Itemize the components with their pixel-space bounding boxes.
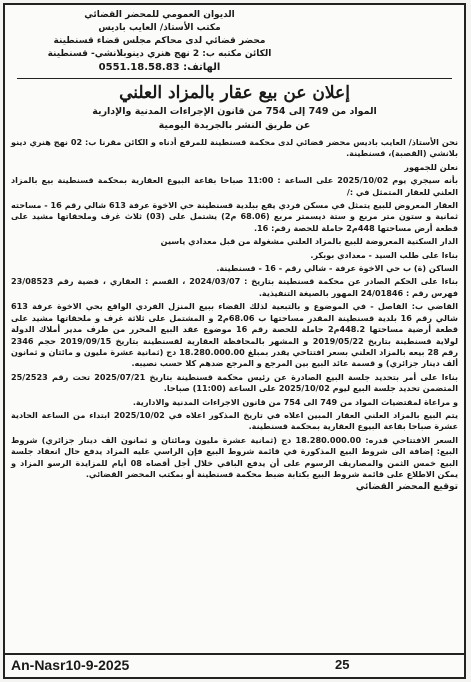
paragraph: السعر الافتتاحي قدره: 18.280.000.00 دج (ثمانية عشرة مليون ومائتان و ثمانون الف دينار جزائري) شروط البيع: إضافة الى شروط البيع المذكورة في قائمة شروط البيع فإن الراسي عليه المزاد يدفع حال انعقاد جلسة البيع خمس الثمن والمصاريف الرسوم على أن يدفع الباقي خلال أجل أقصاه 08 أيام للمزايدة الرسو المزاد و يمكن الاطلاع على قائمة شروط البيع بكتابة ضبط محكمة قسنطينة أو بمكتب المحضر القضائي. — [11, 434, 458, 479]
header-line-2: مكتب الأستاذ/ العايب باديس — [98, 23, 221, 33]
announcement-title: إعلان عن بيع عقار بالمزاد العلني — [119, 83, 350, 103]
paragraph: القاضي ب: الفاصل - في الموضوع و بالتبعية لذلك القضاء ببيع المنزل الفردي الواقع بحي الاخوة عرفة 613 شالي رقم 16 بلدية قسنطينة المقدر مساحتها ب 68.06م2 و المشتمل على ثلاثة غرف و ملحقاتها مشيد على قطعة أرضية مساحتها 448.2م2 حاملة للحصة رقم 16 موضوع عقد البيع المحرر من طرف مدير أملاك الدولة لولاية قسنطينة بتاريخ 2019/05/22 و المشهر بالمحافظة العقارية لقسنطينة بتاريخ 2019/09/15 حجم 2346 رقم 28 بيعه بالمزاد العلني بسعر افتتاحي يقدر بمبلغ 18.280.000.00 دج (ثمانية عشرة مليون و مائتان و ثمانون ألف دينار جزائري) و قسمة عائد البيع بين المرجع و المرجع ضدهم كلا حسب نصيبه. — [11, 301, 459, 369]
edition-label: An-Nasr10-9-2025 — [11, 657, 130, 673]
header-line-1: الديوان العمومي للمحضر القضائي — [84, 10, 235, 20]
page-frame — [3, 3, 466, 679]
paragraph: يتم البيع بالمزاد العلني العقار المبين اعلاه في تاريخ المذكور اعلاه في 2025/10/02 ابتداء من الساعة الحادية عشرة صباحا بقاعة البيوع العقارية بمحكمة قسنطينة. — [11, 409, 458, 432]
page-number: 25 — [335, 657, 350, 672]
paragraph: الدار السكنية المعروضة للبيع بالمزاد العلني مشغولة من قبل معدادي ياسين — [160, 236, 458, 247]
header-line-3: محضر قضائي لدى محاكم مجلس قضاء قسنطينة — [53, 36, 266, 46]
paragraph: الساكن (ة) ب حي الاخوة عرفة - شالي رقم - 16 - قسنطينة. — [216, 263, 458, 274]
subtitle-publication: عن طريق النشر بالجريدة اليومية — [158, 120, 311, 131]
paragraph: و مراعاة لمقتضيات المواد من 749 الى 754 من قانون الاجراءات المدنية والادارية. — [132, 396, 458, 407]
header-line-4: الكائن مكتبه ب: 2 نهج هنري دينوبلانشي- قسنطينة — [47, 49, 272, 59]
signature-label: توقيع المحضر القضائي — [355, 482, 458, 493]
paragraph: العقار المعروض للبيع يتمثل في مسكن فردي يقع ببلدية قسنطينة حي الاخوة عرفة 613 شالي رقم 16 - مساحته ثمانية و ستون متر مربع و ستة ديسمتر مربع (68.06 م2) يشتمل على (03) ثلاث غرف وملحقاتها مشيد على قطعة أرض مساحتها 448م2 حاملة للحصة رقم: 16. — [11, 200, 458, 233]
announcement — [11, 9, 458, 492]
paragraph: نعلن للجمهور — [404, 161, 458, 172]
subtitle-articles: المواد من 749 إلى 754 من قانون الإجراءات المدنية والإدارية — [92, 106, 377, 117]
paragraph: بناءا على طلب السيد - معدادي بوبكر. — [310, 249, 458, 260]
paragraph: بناءا على الحكم الصادر عن محكمة قسنطينة بتاريخ : 2024/03/07 ، القسم : العقاري ، قضية رقم 23/08523 فهرس رقم : 24/01846 المهور بالصيغة التنفيذية. — [11, 276, 458, 298]
bailiff-header — [11, 9, 458, 74]
paragraph: نحن الأستاذ/ العايب باديس محضر قضائي لدى محكمة قسنطينة للمرقع أدناه و الكائن مقرنا ب: 02 نهج هنري دينو بلانشي (القصبة)، قسنطينة. — [11, 137, 459, 159]
header-phone: الهاتف: 0551.18.58.83 — [98, 62, 221, 73]
header-divider — [17, 78, 452, 79]
paragraph: بأنه سيجري يوم 2025/10/02 على الساعة : 11:00 صباحا بقاعة البيوع العقارية بمحكمة قسنطينة بيع بالمزاد العلني للعقار المتمثل في :/ — [11, 175, 458, 197]
announcement-body — [11, 137, 458, 480]
paragraph: بناءا على أمر بتحديد جلسة البيع الصادرة عن رئيس محكمة قسنطينة بتاريخ 2025/07/21 تحت رقم 25/2523 المتضمن تحديد جلسة البيع ليوم 2025/10/02 على الساعة (11:00) صباحا. — [11, 371, 458, 394]
page-footer — [5, 653, 464, 677]
